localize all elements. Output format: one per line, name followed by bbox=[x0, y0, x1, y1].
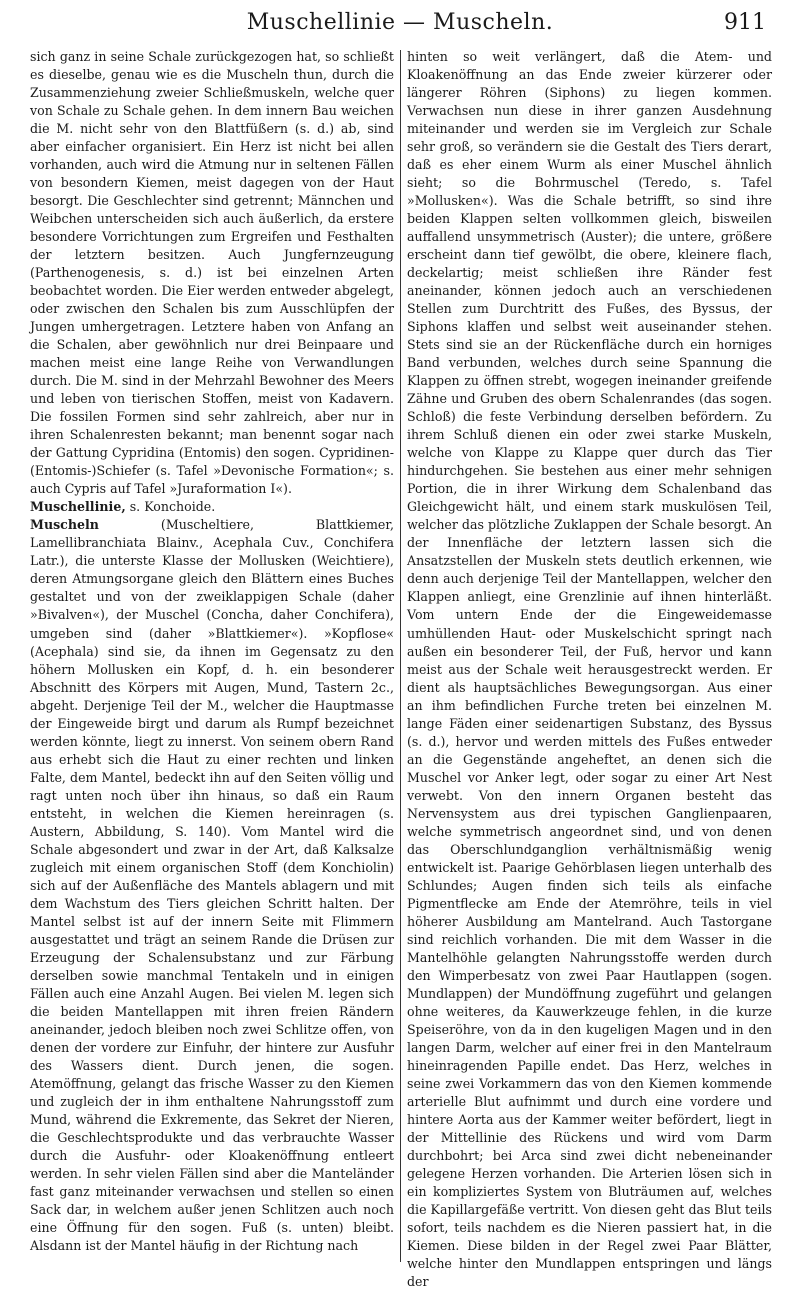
entry-headword: Muscheln bbox=[30, 517, 99, 533]
entry-muschellinie bbox=[30, 498, 394, 516]
column-divider bbox=[400, 50, 401, 1262]
left-column bbox=[30, 48, 394, 1263]
paragraph-continued: sich ganz in seine Schale zurückgezogen hat, so schließt es dieselbe, genau wie es die Muscheln thun, durch die Zusammenziehung zweier Schließmuskeln, welche quer von Schale zu Schale gehen. In dem innern Bau weichen die M. nicht sehr von den Blattfüßern (s. d.) ab, sind aber einfacher organisiert. Ein Herz ist nicht bei allen vorhanden, auch wird die Atmung nur in seltenen Fällen von besondern Kiemen, meist dagegen von der Haut besorgt. Die Geschlechter sind getrennt; Männchen und Weibchen unterscheiden sich auch äußerlich, da erstere besondere Vorrichtungen zum Ergreifen und Festhalten der letztern besitzen. Auch Jungfernzeugung (Parthenogenesis, s. d.) ist bei einzelnen Arten beobachtet worden. Die Eier werden entweder abgelegt, oder zwischen den Schalen bis zum Ausschlüpfen der Jungen umhergetragen. Letztere haben von Anfang an die Schalen, aber gewöhnlich nur drei Beinpaare und machen meist eine lange Reihe von Verwandlungen durch. Die M. sind in der Mehrzahl Bewohner des Meers und leben von tierischen Stoffen, meist von Kadavern. Die fossilen Formen sind sehr zahlreich, aber nur in ihren Schalenresten bekannt; man benennt sogar nach der Gattung Cypridina (Entomis) den sogen. Cypridinen- (Entomis-)Schiefer (s. Tafel »Devonische Formation«; s. auch Cypris auf Tafel »Juraformation I«). bbox=[30, 49, 394, 497]
paragraph-continued: hinten so weit verlängert, daß die Atem- und Kloakenöffnung an das Ende zweier kürzerer oder längerer Röhren (Siphons) zu liegen kommen. Verwachsen nun diese in ihrer ganzen Ausdehnung miteinander und werden sie im Vergleich zur Schale sehr groß, so verändern sie die Gestalt des Tiers derart, daß es eher einem Wurm als einer Muschel ähnlich sieht; so die Bohrmuschel (Teredo, s. Tafel »Mollusken«). Was die Schale betrifft, so sind ihre beiden Klappen selten vollkommen gleich, bisweilen auffallend unsymmetrisch (Auster); die untere, größere erscheint dann tief gewölbt, die obere, kleinere flach, deckelartig; meist schließen ihre Ränder fest aneinander, können jedoch auch an verschiedenen Stellen zum Durchtritt des Fußes, des Byssus, der Siphons klaffen und selbst weit auseinander stehen. Stets sind sie an der Rückenfläche durch ein horniges Band verbunden, welches durch seine Spannung die Klappen zu öffnen strebt, wogegen ineinander greifende Zähne und Gruben des obern Schalenrandes (das sogen. Schloß) die feste Verbindung derselben befördern. Zu ihrem Schluß dienen ein oder zwei starke Muskeln, welche von Klappe zu Klappe quer durch das Tier hindurchgehen. Sie bestehen aus einer mehr sehnigen Portion, die in ihrer Wirkung dem Schalenband das Gleichgewicht hält, und einem stark muskulösen Teil, welcher das plötzliche Zuklappen der Schale besorgt. An der Innenfläche der letztern lassen sich die Ansatzstellen der Muskeln stets deutlich erkennen, wie denn auch derjenige Teil der Mantellappen, welcher den Klappen anliegt, eine Grenzlinie auf ihnen hinterläßt. Vom untern Ende der die Eingeweidemasse umhüllenden Haut- oder Muskelschicht springt nach außen ein besonderer Teil, der Fuß, hervor und kann meist aus der Schale weit herausgestreckt werden. Er dient als hauptsächliches Bewegungsorgan. Aus einer an ihm befindlichen Furche treten bei einzelnen M. lange Fäden einer seidenartigen Substanz, des Byssus (s. d.), hervor und werden mittels des Fußes entweder an die Gegenstände angeheftet, an denen sich die Muschel vor Anker legt, oder sogar zu einer Art Nest verwebt. Von den innern Organen besteht das Nervensystem aus drei typischen Ganglienpaaren, welche symmetrisch angeordnet sind, und von denen das Oberschlundganglion verhältnismäßig wenig entwickelt ist. Paarige Gehörblasen liegen unterhalb des Schlundes; Augen finden sich teils als einfache Pigmentflecke am Ende der Atemröhre, teils in viel höherer Ausbildung am Mantelrand. Auch Tastorgane sind reichlich vorhanden. Die mit dem Wasser in die Mantelhöhle gelangten Nahrungsstoffe werden durch den Wimperbesatz von zwei Paar Hautlappen (sogen. Mundlappen) der Mundöffnung zugeführt und gelangen ohne weiteres, da Kauwerkzeuge fehlen, in die kurze Speiseröhre, von da in den kugeligen Magen und in den langen Darm, welcher auf einer frei in den Mantelraum hineinragenden Papille endet. Das Herz, welches in seine zwei Vorkammern das von den Kiemen kommende arterielle Blut aufnimmt und durch eine vordere und hintere Aorta aus der Kammer weiter befördert, liegt in der Mittellinie des Rückens und wird vom Darm durchbohrt; bei Arca sind zwei dicht nebeneinander gelegene Herzen vorhanden. Die Arterien lösen sich in ein kompliziertes System von Bluträumen auf, welches die Kapillargefäße vertritt. Von diesen geht das Blut teils sofort, teils nachdem es die Nieren passiert hat, in die Kiemen. Diese bilden in der Regel zwei Paar Blätter, welche hinter den Mundlappen entspringen und längs der bbox=[407, 49, 772, 1290]
page-header bbox=[0, 10, 800, 44]
entry-headword: Muschellinie, bbox=[30, 499, 126, 515]
entry-text: s. Konchoide. bbox=[125, 499, 216, 515]
page-number: 911 bbox=[724, 10, 766, 35]
right-column bbox=[407, 48, 772, 1290]
running-title: Muschellinie — Muscheln. bbox=[246, 10, 554, 35]
entry-muscheln bbox=[30, 516, 394, 1255]
entry-text: (Muscheltiere, Blattkiemer, Lamellibranchiata Blainv., Acephala Cuv., Conchifera Latr.), die unterste Klasse der Mollusken (Weichtiere), deren Atmungsorgane gleich den Blättern eines Buches gestaltet und von der zweiklappigen Schale (daher »Bivalven«), der Muschel (Concha, daher Conchifera), umgeben sind (daher »Blattkiemer«). »Kopflose« (Acephala) sind sie, da ihnen im Gegensatz zu den höhern Mollusken ein Kopf, d. h. ein besonderer Abschnitt des Körpers mit Augen, Mund, Tastern 2c., abgeht. Derjenige Teil der M., welcher die Hauptmasse der Eingeweide birgt und darum als Rumpf bezeichnet werden könnte, liegt zu innerst. Von seinem obern Rand aus erhebt sich die Haut zu einer rechten und linken Falte, dem Mantel, bedeckt ihn auf den Seiten völlig und ragt unten noch über ihn hinaus, so daß ein Raum entsteht, in welchen die Kiemen hereinragen (s. Austern, Abbildung, S. 140). Vom Mantel wird die Schale abgesondert und zwar in der Art, daß Kalksalze zugleich mit einem organischen Stoff (dem Konchiolin) sich auf der Außenfläche des Mantels ablagern und mit dem Wachstum des Tiers gleichen Schritt halten. Der Mantel selbst ist auf der innern Seite mit Flimmern ausgestattet und trägt an seinem Rande die Drüsen zur Erzeugung der Schalensubstanz und zur Färbung derselben sowie manchmal Tentakeln und in einigen Fällen auch eine Anzahl Augen. Bei vielen M. legen sich die beiden Mantellappen mit ihren freien Rändern aneinander, jedoch bleiben noch zwei Schlitze offen, von denen der vordere zur Einfuhr, der hintere zur Ausfuhr des Wassers dient. Durch jenen, die sogen. Atemöffnung, gelangt das frische Wasser zu den Kiemen und zugleich der in ihm enthaltene Nahrungsstoff zum Mund, während die Exkremente, das Sekret der Nieren, die Geschlechtsprodukte und das verbrauchte Wasser durch die Ausfuhr- oder Kloakenöffnung entleert werden. In sehr vielen Fällen sind aber die Manteländer fast ganz miteinander verwachsen und stellen so einen Sack dar, in welchem außer jenen Schlitzen auch noch eine Öffnung für den sogen. Fuß (s. unten) bleibt. Alsdann ist der Mantel häufig in der Richtung nach bbox=[30, 517, 394, 1254]
